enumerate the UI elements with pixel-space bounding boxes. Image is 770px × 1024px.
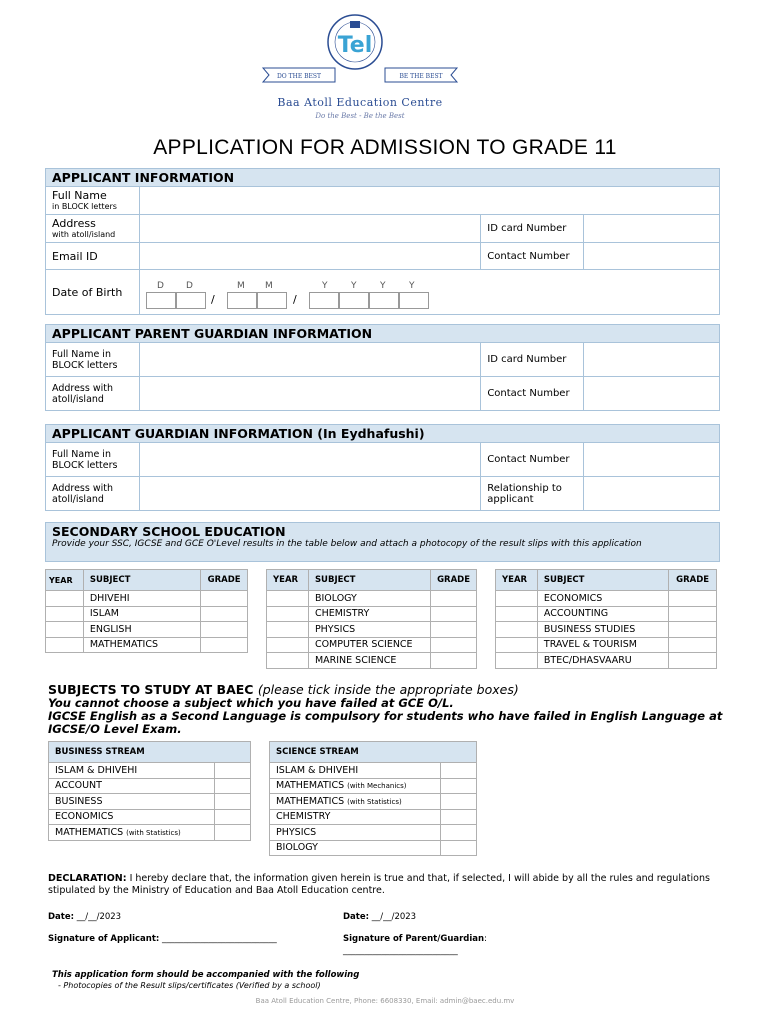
tick-box[interactable] (215, 825, 251, 841)
svg-text:Tel: Tel (337, 33, 373, 58)
grade-cell[interactable] (669, 591, 717, 607)
year-cell[interactable] (46, 591, 84, 607)
guardian-contact-field[interactable] (584, 443, 720, 477)
dob-year-3[interactable] (369, 292, 399, 309)
tick-box[interactable] (441, 840, 477, 856)
subject-cell: ECONOMICS (537, 591, 668, 607)
guardian-name-field[interactable] (139, 443, 480, 477)
dob-letter: Y (380, 281, 386, 291)
col-year: YEAR (267, 570, 309, 591)
parent-signature[interactable]: Signature of Parent/Guardian: (343, 934, 487, 944)
grade-cell[interactable] (201, 591, 248, 607)
year-cell[interactable] (267, 591, 309, 607)
science-subject: BIOLOGY (270, 840, 441, 856)
year-cell[interactable] (496, 653, 538, 669)
grade-cell[interactable] (669, 653, 717, 669)
year-cell[interactable] (267, 653, 309, 669)
parent-name-field[interactable] (139, 343, 480, 377)
tick-box[interactable] (215, 778, 251, 794)
business-subject: ISLAM & DHIVEHI (49, 763, 215, 779)
parent-heading: APPLICANT PARENT GUARDIAN INFORMATION (46, 325, 720, 343)
subjects-note-2: IGCSE English as a Second Language is compulsory for students who have failed in English Language at IGCSE/O Level Exam. (48, 709, 723, 736)
parent-id-field[interactable] (584, 343, 720, 377)
year-cell[interactable] (267, 637, 309, 653)
org-name: Baa Atoll Education Centre (277, 96, 443, 109)
email-field[interactable] (139, 243, 480, 270)
grade-cell[interactable] (431, 637, 477, 653)
tick-box[interactable] (215, 809, 251, 825)
dob-letter: Y (322, 281, 328, 291)
subject-cell: BUSINESS STUDIES (537, 622, 668, 638)
col-grade: GRADE (669, 570, 717, 591)
dob-letter: M (265, 281, 273, 291)
science-subject: MATHEMATICS (with Statistics) (270, 794, 441, 810)
dob-letter: Y (409, 281, 415, 291)
year-cell[interactable] (267, 606, 309, 622)
subject-cell: PHYSICS (308, 622, 430, 638)
col-subject: SUBJECT (537, 570, 668, 591)
id-card-label: ID card Number (481, 215, 584, 243)
guardian-relationship-label: Relationship to applicant (481, 477, 584, 511)
dob-separator: / (293, 293, 297, 306)
subjects-note-1: You cannot choose a subject which you have failed at GCE O/L. (48, 696, 454, 710)
address-label: Address with atoll/island (46, 215, 140, 243)
header-logo (255, 6, 465, 121)
grade-cell[interactable] (431, 653, 477, 669)
tick-box[interactable] (441, 763, 477, 779)
results-table-3 (495, 569, 717, 669)
tick-box[interactable] (215, 794, 251, 810)
science-subject: ISLAM & DHIVEHI (270, 763, 441, 779)
subject-cell: BIOLOGY (308, 591, 430, 607)
dob-year-2[interactable] (339, 292, 369, 309)
business-subject: ACCOUNT (49, 778, 215, 794)
year-cell[interactable] (496, 606, 538, 622)
dob-letter: D (186, 281, 193, 291)
guardian-contact-label: Contact Number (481, 443, 584, 477)
subject-cell: COMPUTER SCIENCE (308, 637, 430, 653)
business-subject: MATHEMATICS (with Statistics) (49, 825, 215, 841)
subject-cell: CHEMISTRY (308, 606, 430, 622)
col-year: YEAR (496, 570, 538, 591)
accompany-note: This application form should be accompanied with the following (52, 970, 360, 980)
accompany-item: - Photocopies of the Result slips/certificates (Verified by a school) (58, 981, 321, 990)
subject-cell: BTEC/DHASVAARU (537, 653, 668, 669)
contact-field[interactable] (584, 243, 720, 270)
email-label: Email ID (46, 243, 140, 270)
dob-label: Date of Birth (46, 270, 140, 315)
science-stream-table (269, 741, 477, 856)
results-table-2 (266, 569, 477, 669)
year-cell[interactable] (46, 622, 84, 638)
results-table-1 (45, 569, 248, 653)
dob-year-4[interactable] (399, 292, 429, 309)
svg-text:DO THE BEST: DO THE BEST (276, 73, 322, 80)
guardian-address-field[interactable] (139, 477, 480, 511)
dob-day-2[interactable] (176, 292, 206, 309)
subject-cell: ACCOUNTING (537, 606, 668, 622)
tick-box[interactable] (441, 778, 477, 794)
guardian-heading: APPLICANT GUARDIAN INFORMATION (In Eydhafushi) (46, 425, 720, 443)
grade-cell[interactable] (669, 622, 717, 638)
business-subject: ECONOMICS (49, 809, 215, 825)
col-year: YEAR (46, 570, 84, 591)
col-grade: GRADE (201, 570, 248, 591)
parent-name-label: Full Name in BLOCK letters (46, 343, 140, 377)
footer-contact: Baa Atoll Education Centre, Phone: 6608330, Email: admin@baec.edu.mv (255, 997, 515, 1005)
address-field[interactable] (139, 215, 480, 243)
year-cell[interactable] (267, 622, 309, 638)
declaration: DECLARATION: I hereby declare that, the information given herein is true and that, if selected, I will abide by all the rules and regulations stipulated by the Ministry of Education and Baa Atoll Education centre. (48, 873, 710, 896)
parent-id-label: ID card Number (481, 343, 584, 377)
dob-day-1[interactable] (146, 292, 176, 309)
svg-text:BE THE BEST: BE THE BEST (399, 73, 443, 80)
dob-year-1[interactable] (309, 292, 339, 309)
parent-signature-line[interactable]: ___________________________ (343, 946, 458, 956)
grade-cell[interactable] (431, 591, 477, 607)
applicant-date[interactable]: Date: __/__/2023 (48, 912, 122, 922)
year-cell[interactable] (496, 591, 538, 607)
dob-separator: / (211, 293, 215, 306)
science-subject: PHYSICS (270, 825, 441, 841)
contact-label: Contact Number (481, 243, 584, 270)
motto-ribbon-icon (255, 62, 465, 88)
parent-contact-label: Contact Number (481, 377, 584, 411)
science-subject: MATHEMATICS (with Mechanics) (270, 778, 441, 794)
guardian-address-label: Address with atoll/island (46, 477, 140, 511)
grade-cell[interactable] (201, 637, 248, 653)
org-tagline: Do the Best - Be the Best (315, 112, 405, 120)
grade-cell[interactable] (431, 606, 477, 622)
dob-month-2[interactable] (257, 292, 287, 309)
col-subject: SUBJECT (308, 570, 430, 591)
parent-info-table (45, 324, 720, 411)
col-subject: SUBJECT (83, 570, 200, 591)
science-subject: CHEMISTRY (270, 809, 441, 825)
full-name-field[interactable] (139, 187, 719, 215)
grade-cell[interactable] (669, 637, 717, 653)
tick-box[interactable] (441, 809, 477, 825)
science-stream-heading: SCIENCE STREAM (270, 742, 477, 763)
page-title: APPLICATION FOR ADMISSION TO GRADE 11 (153, 136, 617, 159)
tick-box[interactable] (215, 763, 251, 779)
secondary-heading-box (45, 522, 720, 562)
business-stream-heading: BUSINESS STREAM (49, 742, 251, 763)
grade-cell[interactable] (431, 622, 477, 638)
grade-cell[interactable] (201, 606, 248, 622)
tick-box[interactable] (441, 794, 477, 810)
col-grade: GRADE (431, 570, 477, 591)
applicant-signature[interactable]: Signature of Applicant: ___________________________ (48, 934, 277, 944)
subject-cell: ISLAM (83, 606, 200, 622)
parent-date[interactable]: Date: __/__/2023 (343, 912, 417, 922)
dob-letter: Y (351, 281, 357, 291)
business-stream-table (48, 741, 251, 841)
secondary-note: Provide your SSC, IGCSE and GCE O'Level results in the table below and attach a photocopy of the result slips with this application (52, 539, 642, 549)
dob-letter: M (237, 281, 245, 291)
dob-month-1[interactable] (227, 292, 257, 309)
parent-contact-field[interactable] (584, 377, 720, 411)
business-subject: BUSINESS (49, 794, 215, 810)
applicant-heading: APPLICANT INFORMATION (46, 169, 720, 187)
grade-cell[interactable] (201, 622, 248, 638)
parent-address-field[interactable] (139, 377, 480, 411)
subject-cell: MATHEMATICS (83, 637, 200, 653)
subject-cell: ENGLISH (83, 622, 200, 638)
guardian-name-label: Full Name in BLOCK letters (46, 443, 140, 477)
tick-box[interactable] (441, 825, 477, 841)
secondary-heading: SECONDARY SCHOOL EDUCATION (52, 524, 286, 539)
dob-letter: D (157, 281, 164, 291)
subject-cell: DHIVEHI (83, 591, 200, 607)
grade-cell[interactable] (669, 606, 717, 622)
guardian-info-table (45, 424, 720, 511)
year-cell[interactable] (46, 637, 84, 653)
subjects-title: SUBJECTS TO STUDY AT BAEC (please tick inside the appropriate boxes) (48, 682, 519, 697)
subject-cell: TRAVEL & TOURISM (537, 637, 668, 653)
id-card-field[interactable] (584, 215, 720, 243)
parent-address-label: Address with atoll/island (46, 377, 140, 411)
year-cell[interactable] (496, 637, 538, 653)
guardian-relationship-field[interactable] (584, 477, 720, 511)
year-cell[interactable] (46, 606, 84, 622)
year-cell[interactable] (496, 622, 538, 638)
full-name-label: Full Name in BLOCK letters (46, 187, 140, 215)
subject-cell: MARINE SCIENCE (308, 653, 430, 669)
